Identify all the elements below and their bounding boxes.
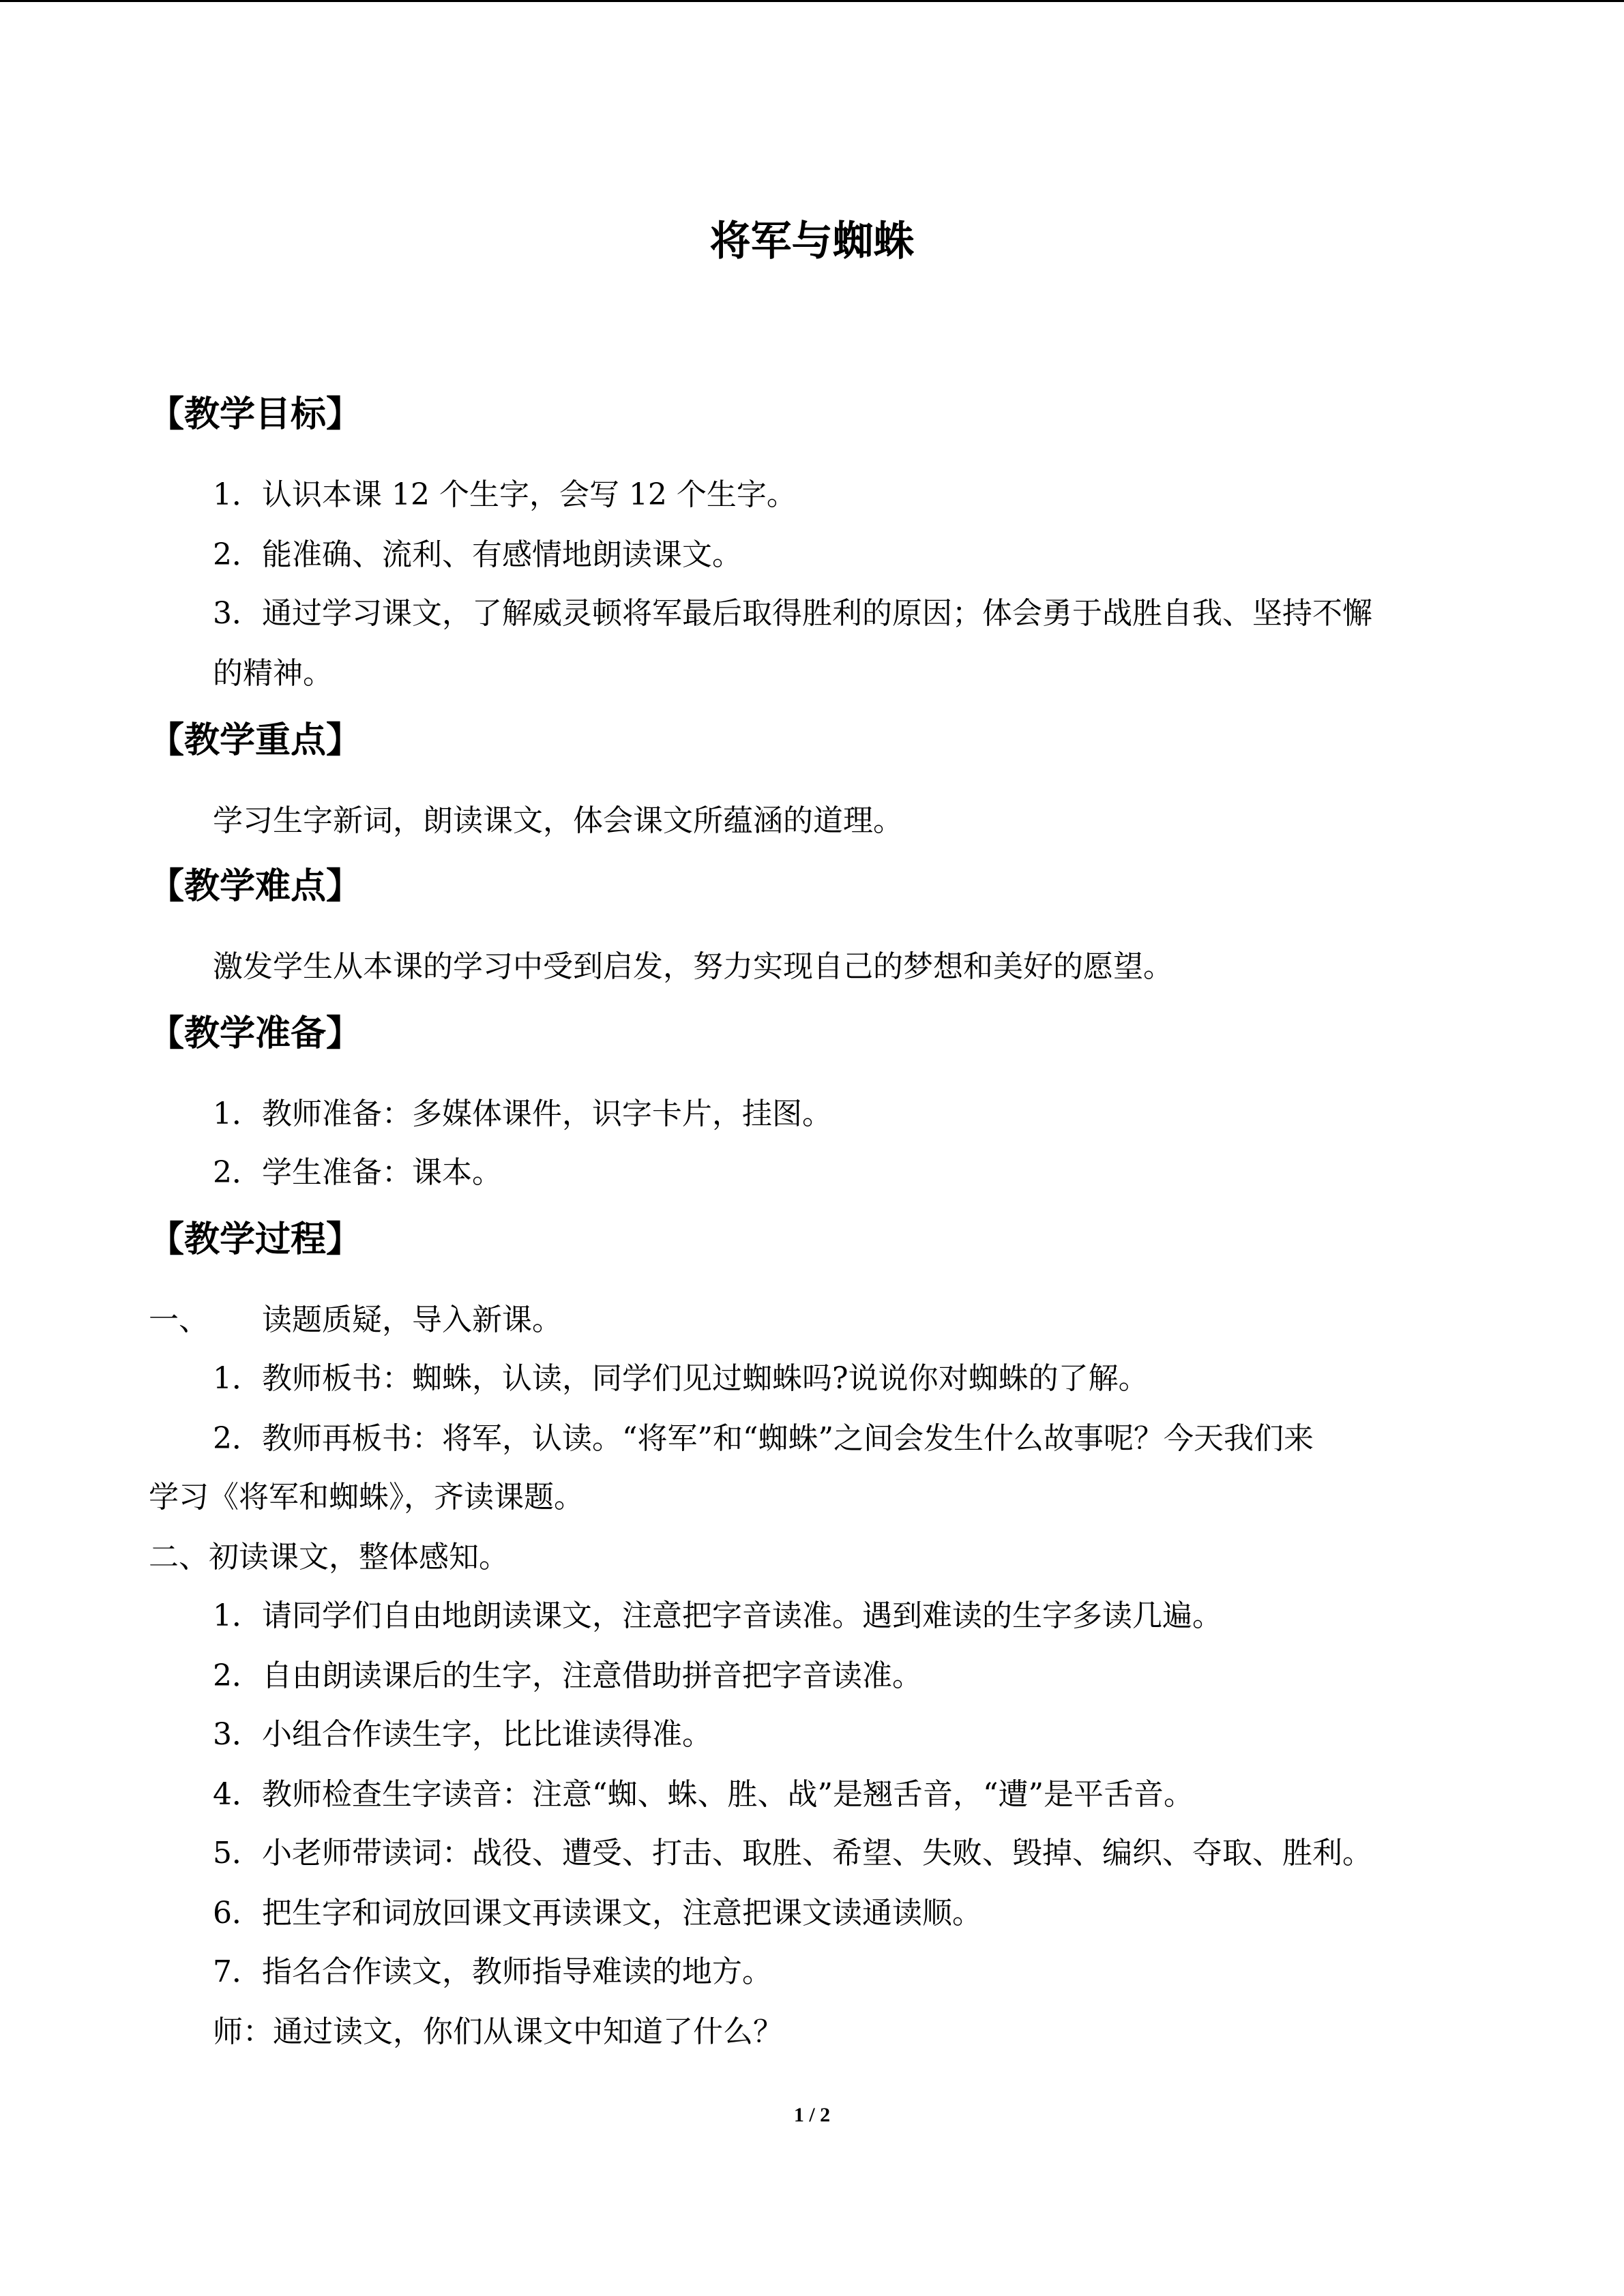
- process-part1-number: 一、: [149, 1302, 209, 1337]
- objective-item-1: 1．认识本课 12 个生字，会写 12 个生字。: [213, 477, 797, 512]
- process-part1-item-1: 1．教师板书：蜘蛛，认读，同学们见过蜘蛛吗?说说你对蜘蛛的了解。: [213, 1361, 1149, 1396]
- page-number: 1 / 2: [793, 2104, 831, 2126]
- heading-key-points: 【教学重点】: [149, 720, 362, 761]
- preparation-item-1: 1．教师准备：多媒体课件，识字卡片，挂图。: [213, 1097, 832, 1131]
- heading-process: 【教学过程】: [149, 1219, 362, 1260]
- difficulties-text: 激发学生从本课的学习中受到启发，努力实现自己的梦想和美好的愿望。: [213, 949, 1173, 984]
- process-part1-title: 读题质疑，导入新课。: [262, 1302, 562, 1337]
- process-part2-item-3: 3．小组合作读生字，比比谁读得准。: [213, 1717, 712, 1752]
- heading-difficulties: 【教学难点】: [149, 866, 362, 907]
- process-part2-title: 二、初读课文，整体感知。: [149, 1540, 509, 1575]
- process-part1-item-2: 2．教师再板书：将军，认读。“将军”和“蜘蛛”之间会发生什么故事呢？今天我们来: [213, 1421, 1314, 1456]
- objective-item-2: 2．能准确、流利、有感情地朗读课文。: [213, 537, 742, 572]
- document-title: 将军与蜘蛛: [709, 218, 915, 265]
- process-part2-item-7: 7．指名合作读文，教师指导难读的地方。: [213, 1954, 772, 1989]
- heading-objectives: 【教学目标】: [149, 394, 362, 435]
- process-part1-item-2-continued: 学习《将军和蜘蛛》，齐读课题。: [149, 1480, 584, 1515]
- objective-item-3: 3．通过学习课文，了解威灵顿将军最后取得胜利的原因；体会勇于战胜自我、坚持不懈: [213, 596, 1372, 631]
- process-part2-item-4: 4．教师检查生字读音：注意“蜘、蛛、胜、战”是翘舌音，“遭”是平舌音。: [213, 1777, 1194, 1812]
- process-part2-item-5: 5．小老师带读词：战役、遭受、打击、取胜、希望、失败、毁掉、编织、夺取、胜利。: [213, 1836, 1372, 1870]
- top-border-rule: [0, 0, 1624, 2]
- process-part2-item-2: 2．自由朗读课后的生字，注意借助拼音把字音读准。: [213, 1658, 922, 1693]
- key-points-text: 学习生字新词，朗读课文，体会课文所蕴涵的道理。: [213, 803, 903, 838]
- process-part2-item-6: 6．把生字和词放回课文再读课文，注意把课文读通读顺。: [213, 1896, 982, 1930]
- process-part2-teacher-question: 师：通过读文，你们从课文中知道了什么？: [213, 2014, 783, 2049]
- heading-preparation: 【教学准备】: [149, 1013, 362, 1054]
- objective-item-3-continued: 的精神。: [213, 656, 333, 691]
- process-part2-item-1: 1．请同学们自由地朗读课文，注意把字音读准。遇到难读的生字多读几遍。: [213, 1598, 1222, 1633]
- preparation-item-2: 2．学生准备：课本。: [213, 1155, 502, 1190]
